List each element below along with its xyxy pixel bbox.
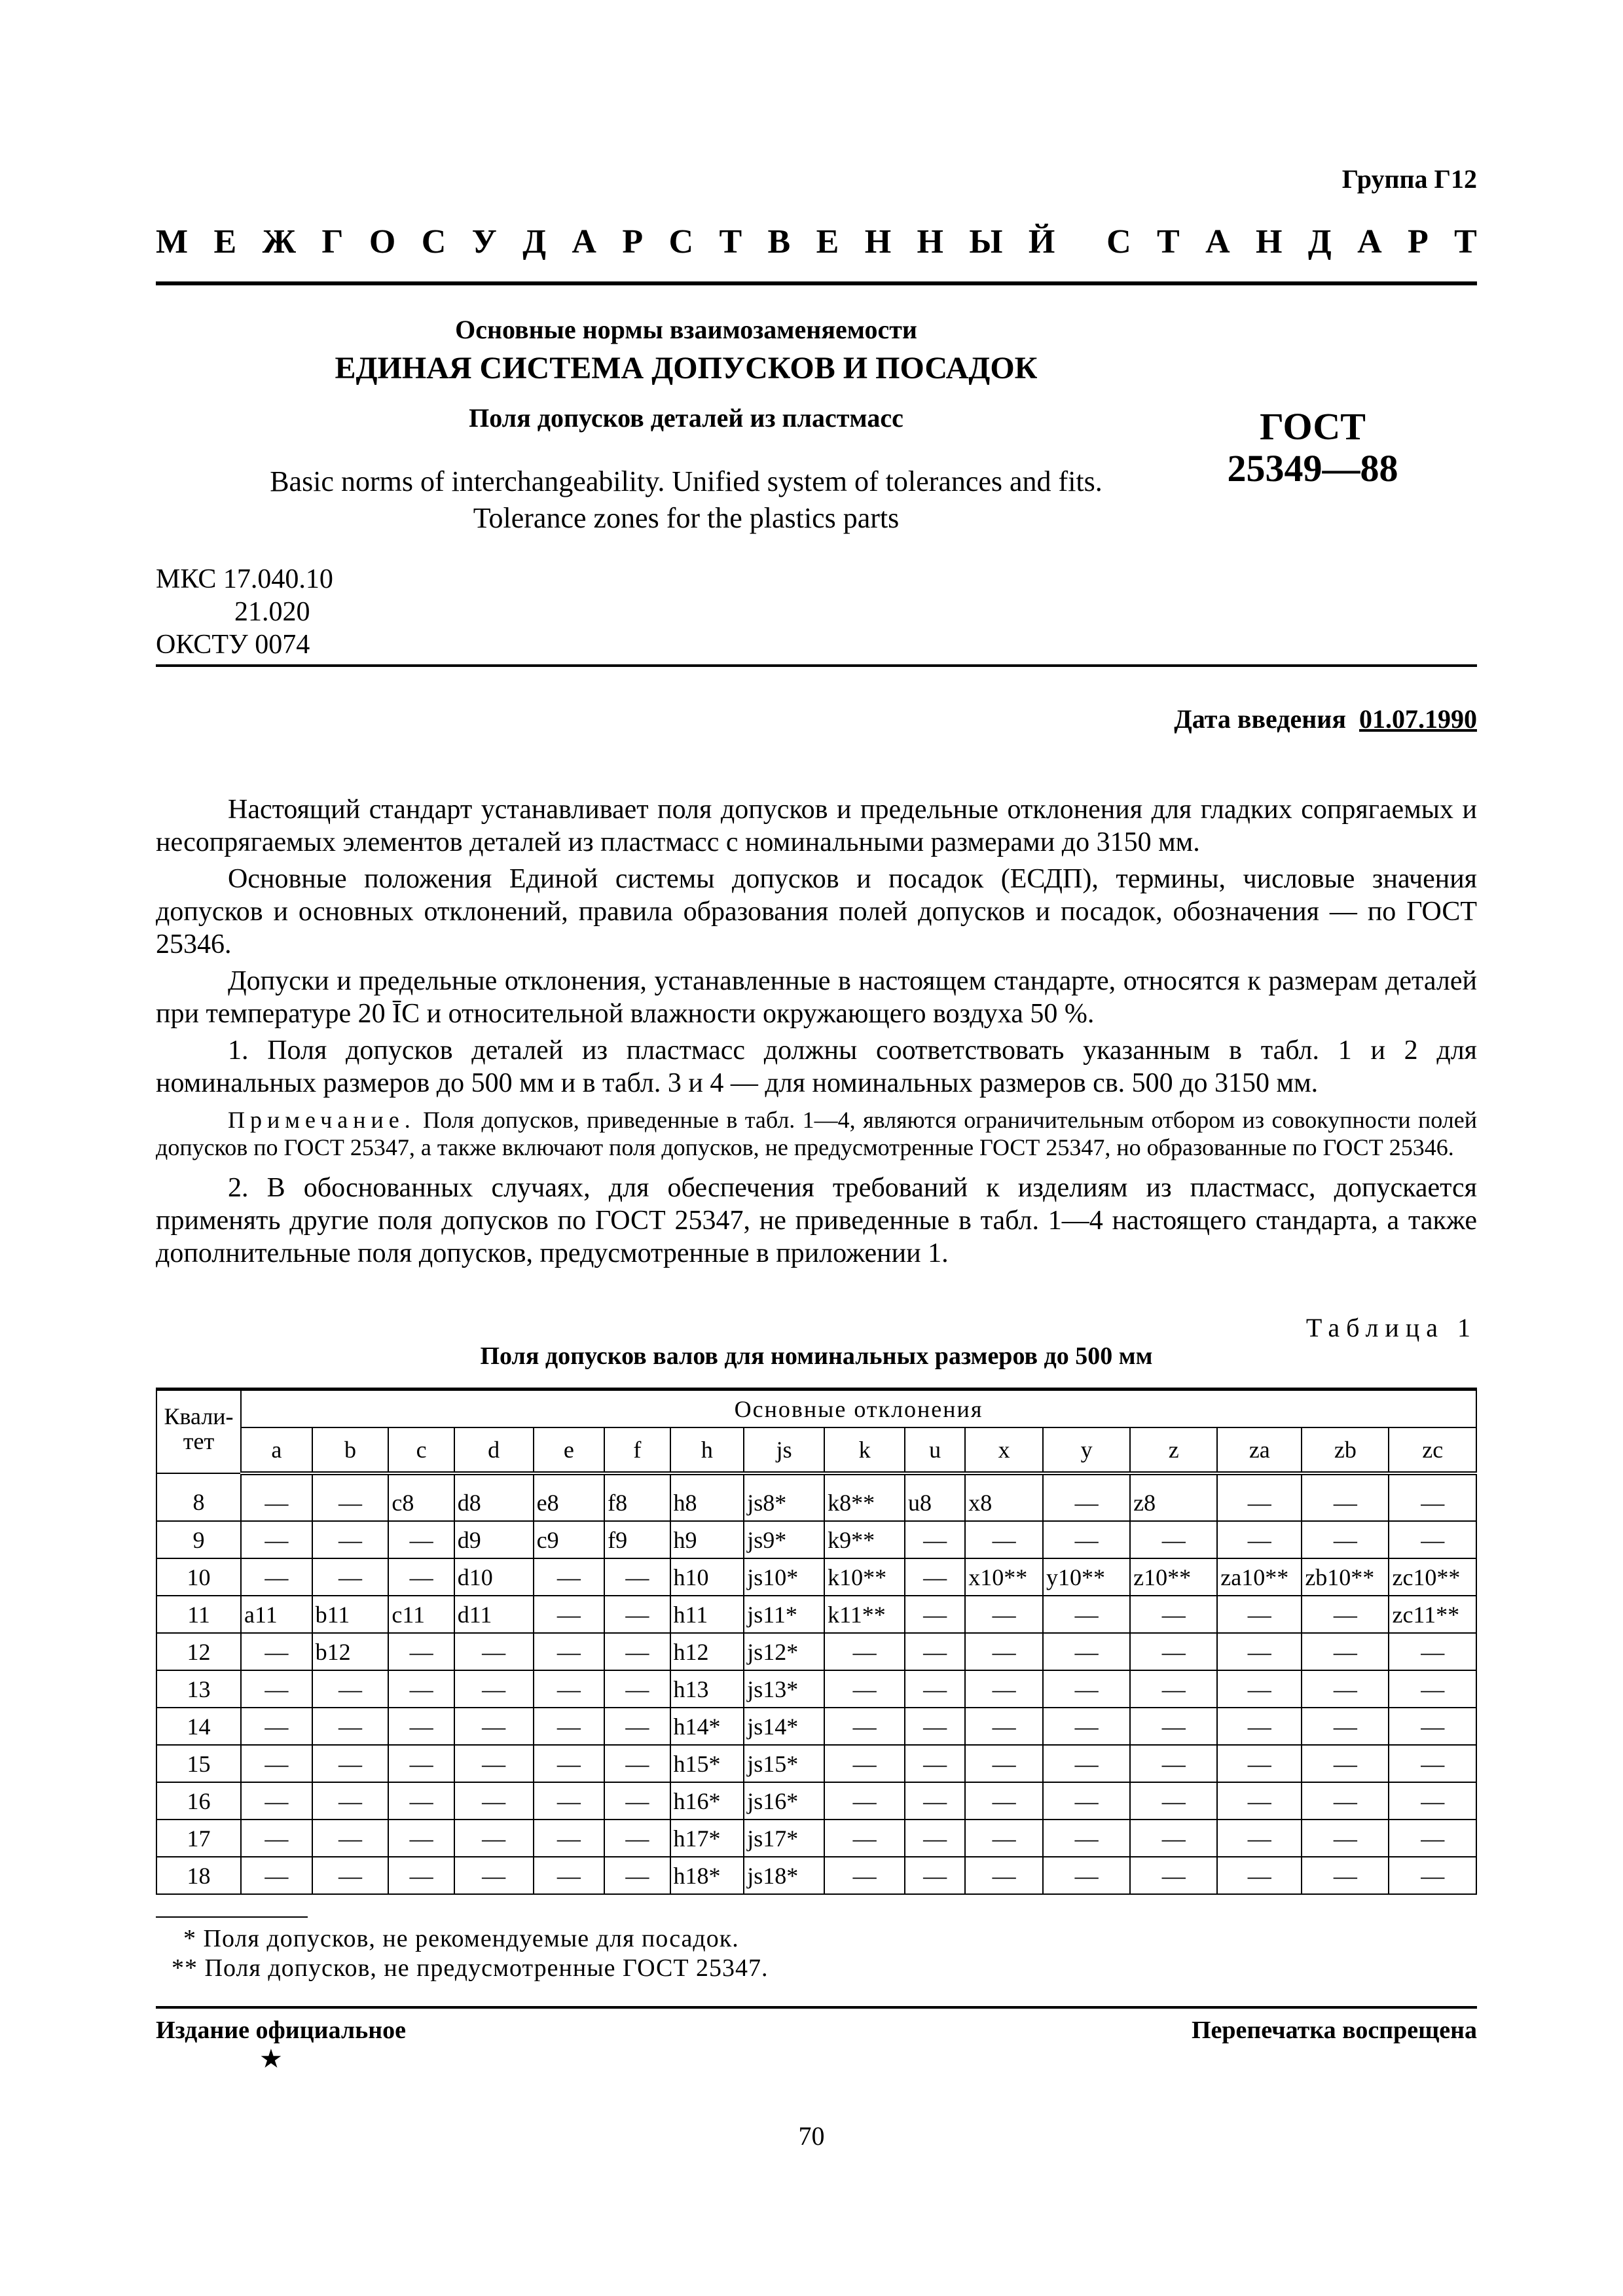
tolerance-cell: —	[312, 1473, 389, 1521]
tolerance-cell: js10*	[744, 1558, 824, 1596]
tolerance-cell: k9**	[824, 1521, 905, 1558]
heading-letter: В	[767, 223, 791, 260]
tolerance-cell: —	[241, 1473, 312, 1521]
tolerance-cell: —	[312, 1521, 389, 1558]
heading-letter: Д	[1307, 223, 1332, 260]
tolerance-cell: —	[905, 1521, 965, 1558]
tolerance-cell: —	[1043, 1708, 1130, 1745]
tolerance-cell: —	[1043, 1782, 1130, 1820]
tolerance-cell: —	[1217, 1745, 1302, 1782]
tolerance-cell: js17*	[744, 1820, 824, 1857]
tolerance-cell: —	[534, 1782, 605, 1820]
tolerance-cell: b11	[312, 1596, 389, 1633]
tolerance-cell: h14*	[670, 1708, 744, 1745]
tolerance-cell: k10**	[824, 1558, 905, 1596]
heading-letter: Й	[1028, 223, 1055, 260]
tolerance-cell: —	[534, 1708, 605, 1745]
tolerance-cell: —	[1130, 1596, 1217, 1633]
tolerance-cell: —	[604, 1857, 670, 1894]
tolerance-cell: h16*	[670, 1782, 744, 1820]
column-header: za	[1217, 1427, 1302, 1473]
qualification-cell: 10	[156, 1558, 241, 1596]
page-number: 70	[798, 2121, 825, 2151]
tolerance-cell: —	[454, 1670, 534, 1708]
qualification-header-line-2: тет	[183, 1428, 215, 1454]
tolerance-cell: —	[604, 1708, 670, 1745]
tolerance-cell: —	[1217, 1670, 1302, 1708]
tolerance-cell: —	[905, 1857, 965, 1894]
tolerance-cell: h9	[670, 1521, 744, 1558]
qualification-cell: 16	[156, 1782, 241, 1820]
footnote-1: * Поля допусков, не рекомендуемые для посадок.	[183, 1925, 739, 1952]
tolerance-cell: —	[1302, 1708, 1389, 1745]
tolerance-cell: h13	[670, 1670, 744, 1708]
heading-letter: Ж	[262, 223, 296, 260]
tolerance-cell: —	[1217, 1596, 1302, 1633]
official-edition: Издание официальное	[156, 2017, 407, 2044]
title-line-2: ЕДИНАЯ СИСТЕМА ДОПУСКОВ И ПОСАДОК	[335, 351, 1038, 386]
tolerance-cell: —	[454, 1633, 534, 1670]
title-english	[156, 463, 1216, 537]
tolerance-cell: —	[905, 1558, 965, 1596]
tolerance-cell: —	[1302, 1670, 1389, 1708]
table-row	[156, 1596, 1476, 1633]
footnote-2: ** Поля допусков, не предусмотренные ГОСТ 25347.	[172, 1954, 769, 1982]
table-row	[156, 1745, 1476, 1782]
paragraph-temperature: Допуски и предельные отклонения, устанавленные в настоящем стандарте, относятся к размерам деталей при температуре 20 ĪC и относительной влажности окружающего воздуха 50 %.	[156, 966, 1477, 1029]
tolerance-cell: —	[534, 1745, 605, 1782]
introduction-date	[1174, 704, 1477, 734]
tolerance-cell: —	[1389, 1708, 1476, 1745]
tolerance-cell: —	[1217, 1521, 1302, 1558]
heading-letter: Н	[917, 223, 943, 260]
deviations-group-header: Основные отклонения	[241, 1390, 1476, 1428]
mks-code-1: МКС 17.040.10	[156, 564, 333, 594]
qualification-header-line-1: Квали-	[164, 1403, 234, 1429]
tolerance-cell: c9	[534, 1521, 605, 1558]
tolerance-cell: h11	[670, 1596, 744, 1633]
tolerance-cell: —	[312, 1820, 389, 1857]
title-line-3: Поля допусков деталей из пластмасс	[469, 403, 903, 433]
tolerance-cell: —	[905, 1820, 965, 1857]
tolerance-cell: zb10**	[1302, 1558, 1389, 1596]
tolerance-cell: za10**	[1217, 1558, 1302, 1596]
heading-letter: Т	[1454, 223, 1477, 260]
tolerance-cell: —	[312, 1745, 389, 1782]
note	[156, 1106, 1477, 1161]
tolerance-cell: —	[604, 1596, 670, 1633]
qualification-cell: 12	[156, 1633, 241, 1670]
tolerance-cell: —	[1130, 1670, 1217, 1708]
heading-letter: Ы	[969, 223, 1003, 260]
table-title: Поля допусков валов для номинальных размеров до 500 мм	[480, 1342, 1153, 1370]
tolerance-cell: —	[388, 1558, 454, 1596]
tolerance-cell: —	[1302, 1521, 1389, 1558]
tolerance-cell: k8**	[824, 1473, 905, 1521]
tolerance-cell: —	[1302, 1596, 1389, 1633]
tolerance-cell: zc10**	[1389, 1558, 1476, 1596]
heading-letter: Д	[522, 223, 546, 260]
tolerance-cell: —	[1043, 1473, 1130, 1521]
tolerance-cell: —	[604, 1745, 670, 1782]
table-row	[156, 1558, 1476, 1596]
tolerance-cell: e8	[534, 1473, 605, 1521]
tolerance-cell: —	[454, 1745, 534, 1782]
tolerance-cell: h10	[670, 1558, 744, 1596]
header-rule	[156, 281, 1477, 285]
tolerance-cell: b12	[312, 1633, 389, 1670]
tolerance-cell: d8	[454, 1473, 534, 1521]
tolerance-cell: z8	[1130, 1473, 1217, 1521]
tolerance-cell: —	[1302, 1857, 1389, 1894]
column-header: z	[1130, 1427, 1217, 1473]
heading-letter: О	[369, 223, 396, 260]
column-header: y	[1043, 1427, 1130, 1473]
tolerance-cell: —	[454, 1708, 534, 1745]
tolerance-cell: js13*	[744, 1670, 824, 1708]
date-value: 01.07.1990	[1359, 704, 1477, 734]
tolerance-cell: —	[824, 1857, 905, 1894]
tolerance-cell: —	[1130, 1820, 1217, 1857]
heading-letter: Т	[1157, 223, 1180, 260]
tolerance-cell: c8	[388, 1473, 454, 1521]
tolerance-cell: —	[454, 1857, 534, 1894]
column-header: c	[388, 1427, 454, 1473]
tolerance-cell: —	[534, 1633, 605, 1670]
tolerance-cell: zc11**	[1389, 1596, 1476, 1633]
tolerance-cell: js18*	[744, 1857, 824, 1894]
star-icon: ★	[259, 2044, 283, 2073]
paragraph-clause-2: 2. В обоснованных случаях, для обеспечения требований к изделиям из пластмасс, допускается применять другие поля допусков по ГОСТ 25347, не приведенные в табл. 1—4 настоящего стандарта, а также дополнительные поля допусков, предусмотренные в приложении 1.	[156, 1173, 1477, 1268]
tolerance-cell: —	[965, 1708, 1043, 1745]
table-row	[156, 1521, 1476, 1558]
tolerance-cell: —	[241, 1670, 312, 1708]
tolerance-cell: —	[534, 1857, 605, 1894]
tolerance-cell: —	[1043, 1745, 1130, 1782]
qualification-cell: 18	[156, 1857, 241, 1894]
tolerance-cell: —	[534, 1596, 605, 1633]
tolerance-cell: —	[1389, 1857, 1476, 1894]
tolerance-cell: u8	[905, 1473, 965, 1521]
tolerance-cell: x8	[965, 1473, 1043, 1521]
classification-rule	[156, 664, 1477, 667]
heading-letter: С	[421, 223, 447, 260]
tolerance-cell: —	[604, 1782, 670, 1820]
table-row	[156, 1708, 1476, 1745]
tolerance-cell: —	[905, 1633, 965, 1670]
heading-letter: С	[668, 223, 694, 260]
heading-letter: Е	[816, 223, 839, 260]
tolerance-cell: d9	[454, 1521, 534, 1558]
heading-letter: М	[156, 223, 189, 260]
tolerance-cell: —	[534, 1670, 605, 1708]
tolerance-cell: —	[1043, 1670, 1130, 1708]
qualification-cell: 14	[156, 1708, 241, 1745]
tolerance-cell: —	[1389, 1670, 1476, 1708]
gost-label: ГОСТ	[1260, 405, 1366, 448]
tolerance-cell: —	[388, 1521, 454, 1558]
qualification-cell: 8	[156, 1473, 241, 1521]
title-english-line-2: Tolerance zones for the plastics parts	[473, 502, 900, 534]
column-header: u	[905, 1427, 965, 1473]
tolerance-cell: —	[1217, 1820, 1302, 1857]
table-row	[156, 1633, 1476, 1670]
note-label: Примечание.	[228, 1107, 416, 1133]
tolerance-cell: —	[965, 1820, 1043, 1857]
tolerance-cell: h12	[670, 1633, 744, 1670]
heading-letter: Г	[321, 223, 344, 260]
tolerance-cell: —	[905, 1708, 965, 1745]
tolerance-cell: —	[241, 1745, 312, 1782]
tolerance-cell: js9*	[744, 1521, 824, 1558]
tolerance-cell: —	[824, 1670, 905, 1708]
body-text	[156, 793, 1477, 1274]
heading-letter: Е	[213, 223, 237, 260]
tolerance-cell: js15*	[744, 1745, 824, 1782]
heading-letter: А	[1357, 223, 1382, 260]
tolerance-cell: d11	[454, 1596, 534, 1633]
tolerance-cell: —	[1130, 1857, 1217, 1894]
qualification-cell: 11	[156, 1596, 241, 1633]
tolerance-cell: h17*	[670, 1820, 744, 1857]
tolerance-cell: —	[905, 1782, 965, 1820]
tolerance-cell: —	[1389, 1521, 1476, 1558]
table-row	[156, 1670, 1476, 1708]
tolerance-cell: —	[1130, 1633, 1217, 1670]
gost-number: 25349—88	[1227, 447, 1398, 490]
tolerance-cell: —	[604, 1670, 670, 1708]
heading-letter: Р	[622, 223, 644, 260]
tolerance-cell: —	[388, 1708, 454, 1745]
tolerance-cell: x10**	[965, 1558, 1043, 1596]
table-label: Таблица 1	[1305, 1313, 1477, 1342]
tolerance-cell: —	[388, 1633, 454, 1670]
table-row	[156, 1782, 1476, 1820]
reprint-prohibited: Перепечатка воспрещена	[1191, 2017, 1477, 2044]
tolerance-cell: —	[1217, 1473, 1302, 1521]
tolerance-cell: —	[241, 1820, 312, 1857]
heading-letter: Р	[1408, 223, 1429, 260]
classification-codes	[156, 563, 333, 661]
tolerance-cell: js16*	[744, 1782, 824, 1820]
title-english-line-1: Basic norms of interchangeability. Unified system of tolerances and fits.	[270, 465, 1103, 497]
tolerance-cell: —	[388, 1782, 454, 1820]
tolerance-cell: js11*	[744, 1596, 824, 1633]
tolerance-cell: —	[1043, 1633, 1130, 1670]
tolerance-cell: —	[824, 1820, 905, 1857]
tolerance-cell: —	[824, 1745, 905, 1782]
tolerance-cell: —	[312, 1857, 389, 1894]
tolerance-cell: —	[312, 1558, 389, 1596]
column-header: d	[454, 1427, 534, 1473]
tolerance-cell: —	[1389, 1473, 1476, 1521]
gost-designation	[1205, 406, 1421, 490]
tolerance-cell: f8	[604, 1473, 670, 1521]
date-label: Дата введения	[1174, 704, 1346, 734]
tolerance-cell: h8	[670, 1473, 744, 1521]
qualification-cell: 9	[156, 1521, 241, 1558]
tolerance-cell: —	[1389, 1633, 1476, 1670]
footer-rule	[156, 2006, 1477, 2009]
column-header-row	[156, 1427, 1476, 1473]
table-row	[156, 1820, 1476, 1857]
tolerance-cell: js8*	[744, 1473, 824, 1521]
tolerance-cell: —	[454, 1820, 534, 1857]
tolerance-cell: —	[965, 1745, 1043, 1782]
tolerance-cell: —	[241, 1633, 312, 1670]
tolerance-cell: —	[388, 1857, 454, 1894]
tolerance-cell: —	[534, 1820, 605, 1857]
tolerance-cell: —	[965, 1521, 1043, 1558]
tolerance-cell: —	[604, 1558, 670, 1596]
tolerance-cell: —	[1130, 1708, 1217, 1745]
qualification-cell: 13	[156, 1670, 241, 1708]
table-body	[156, 1473, 1476, 1894]
heading-letter: Т	[719, 223, 742, 260]
tolerance-cell: —	[312, 1782, 389, 1820]
tolerance-cell: —	[824, 1708, 905, 1745]
okstu-code: ОКСТУ 0074	[156, 630, 310, 660]
tolerance-cell: d10	[454, 1558, 534, 1596]
tolerance-cell: —	[604, 1633, 670, 1670]
tolerance-cell: —	[1043, 1596, 1130, 1633]
tolerance-cell: —	[824, 1782, 905, 1820]
tolerance-cell: —	[905, 1670, 965, 1708]
tolerance-cell: —	[1043, 1820, 1130, 1857]
footnote-rule	[156, 1916, 308, 1918]
tolerance-cell: —	[1130, 1745, 1217, 1782]
heading-letter: А	[572, 223, 596, 260]
tolerance-cell: a11	[241, 1596, 312, 1633]
tolerance-cell: —	[1302, 1473, 1389, 1521]
paragraph-scope: Настоящий стандарт устанавливает поля допусков и предельные отклонения для гладких сопрягаемых и несопрягаемых элементов деталей из пластмасс с номинальными размерами до 3150 мм.	[156, 795, 1477, 857]
tolerance-cell: h18*	[670, 1857, 744, 1894]
tolerance-cell: —	[388, 1670, 454, 1708]
tolerance-cell: —	[905, 1596, 965, 1633]
tolerance-cell: —	[312, 1670, 389, 1708]
qualification-header	[156, 1390, 241, 1474]
tolerance-cell: —	[1217, 1782, 1302, 1820]
tolerance-cell: —	[241, 1782, 312, 1820]
tolerance-cell: —	[965, 1633, 1043, 1670]
column-header: zb	[1302, 1427, 1389, 1473]
column-header: x	[965, 1427, 1043, 1473]
note-text: Поля допусков, приведенные в табл. 1—4, являются ограничительным отбором из совокупности полей допусков по ГОСТ 25347, а также включают поля допусков, не предусмотренные ГОСТ 25347, но образованные по ГОСТ 25346.	[156, 1107, 1477, 1160]
tolerance-cell: —	[312, 1708, 389, 1745]
tolerance-cell: —	[824, 1633, 905, 1670]
table-row	[156, 1473, 1476, 1521]
column-header: b	[312, 1427, 389, 1473]
qualification-cell: 17	[156, 1820, 241, 1857]
column-header: js	[744, 1427, 824, 1473]
heading-letter: С	[1106, 223, 1131, 260]
tolerance-cell: —	[1389, 1820, 1476, 1857]
tolerance-cell: —	[965, 1857, 1043, 1894]
tolerance-cell: —	[965, 1670, 1043, 1708]
group-label: Группа Г12	[1341, 164, 1477, 194]
tolerance-cell: —	[1130, 1521, 1217, 1558]
tolerance-cell: —	[1389, 1782, 1476, 1820]
tolerance-cell: —	[965, 1782, 1043, 1820]
tolerance-cell: —	[604, 1820, 670, 1857]
tolerance-cell: —	[965, 1596, 1043, 1633]
column-header: e	[534, 1427, 605, 1473]
tolerance-cell: —	[1302, 1820, 1389, 1857]
tolerance-cell: js12*	[744, 1633, 824, 1670]
tolerance-cell: —	[388, 1745, 454, 1782]
tolerance-cell: —	[241, 1558, 312, 1596]
tolerance-cell: —	[454, 1782, 534, 1820]
tolerance-cell: h15*	[670, 1745, 744, 1782]
tolerance-cell: —	[241, 1708, 312, 1745]
column-header: zc	[1389, 1427, 1476, 1473]
tolerance-cell: js14*	[744, 1708, 824, 1745]
tolerance-cell: —	[905, 1745, 965, 1782]
tolerance-cell: —	[1302, 1633, 1389, 1670]
tolerance-cell: —	[1043, 1521, 1130, 1558]
tolerance-table	[156, 1388, 1477, 1895]
interstate-standard-heading	[156, 223, 1477, 261]
tolerance-cell: —	[1389, 1745, 1476, 1782]
tolerance-cell: z10**	[1130, 1558, 1217, 1596]
mks-code-2: 21.020	[234, 597, 310, 627]
heading-letter: У	[471, 223, 497, 260]
column-header: h	[670, 1427, 744, 1473]
column-header: a	[241, 1427, 312, 1473]
tolerance-cell: —	[534, 1558, 605, 1596]
qualification-cell: 15	[156, 1745, 241, 1782]
tolerance-cell: —	[388, 1820, 454, 1857]
title-line-1: Основные нормы взаимозаменяемости	[455, 315, 917, 344]
paragraph-basics: Основные положения Единой системы допусков и посадок (ЕСДП), термины, числовые значения допусков и основных отклонений, правила образования полей допусков и посадок, обозначения — по ГОСТ 25346.	[156, 864, 1477, 960]
tolerance-cell: —	[1302, 1782, 1389, 1820]
tolerance-cell: f9	[604, 1521, 670, 1558]
paragraph-clause-1: 1. Поля допусков деталей из пластмасс должны соответствовать указанным в табл. 1 и 2 для номинальных размеров до 500 мм и в табл. 3 и 4 — для номинальных размеров св. 500 до 3150 мм.	[156, 1035, 1477, 1098]
heading-letter: Н	[1256, 223, 1283, 260]
tolerance-cell: —	[1130, 1782, 1217, 1820]
tolerance-cell: k11**	[824, 1596, 905, 1633]
heading-letter: Н	[864, 223, 892, 260]
tolerance-cell: —	[1217, 1708, 1302, 1745]
column-header: f	[604, 1427, 670, 1473]
column-header: k	[824, 1427, 905, 1473]
tolerance-cell: —	[1217, 1633, 1302, 1670]
tolerance-cell: c11	[388, 1596, 454, 1633]
heading-letter: А	[1205, 223, 1230, 260]
tolerance-cell: —	[1043, 1857, 1130, 1894]
table-row	[156, 1857, 1476, 1894]
tolerance-cell: —	[241, 1857, 312, 1894]
tolerance-cell: y10**	[1043, 1558, 1130, 1596]
tolerance-cell: —	[1217, 1857, 1302, 1894]
tolerance-cell: —	[1302, 1745, 1389, 1782]
tolerance-cell: —	[241, 1521, 312, 1558]
